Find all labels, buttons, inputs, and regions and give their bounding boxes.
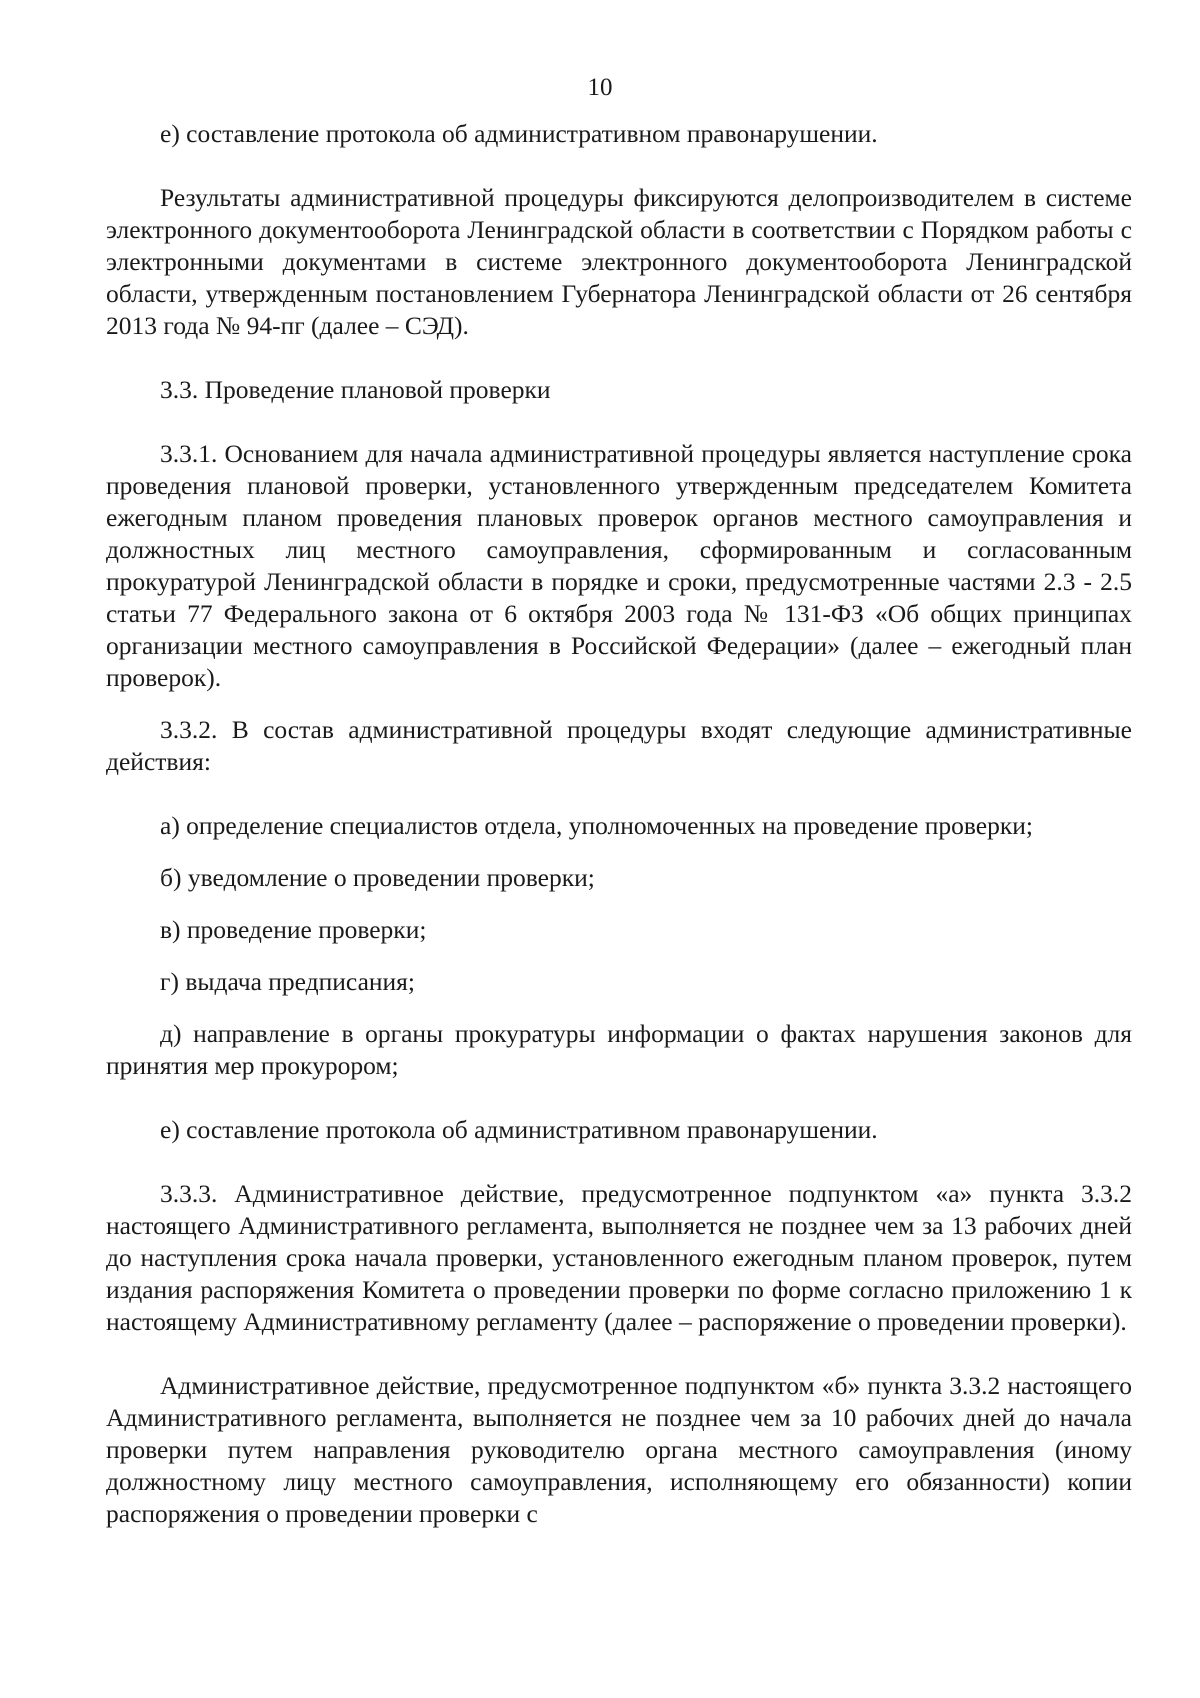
list-item-d: д) направление в органы прокуратуры информации о фактах нарушения законов для принятия мер прокурором; [106, 1019, 1132, 1080]
paragraph-3-3-1: 3.3.1. Основанием для начала административной процедуры является наступление срока проведения плановой проверки, установленного утвержденным председателем Комитета ежегодным планом проведения плановых проверок органов местного самоуправления и должностных лиц местного самоуправления, сформированным и согласованным прокуратурой Ленинградской области в порядке и сроки, предусмотренные частями 2.3 - 2.5 статьи 77 Федерального закона от 6 октября 2003 года № 131-ФЗ «Об общих принципах организации местного самоуправления в Российской Федерации» (далее – ежегодный план проверок). [106, 439, 1132, 692]
paragraph-admin-action-b: Административное действие, предусмотренное подпунктом «б» пункта 3.3.2 настоящего Административного регламента, выполняется не позднее чем за 10 рабочих дней до начала проверки путем направления руководителю органа местного самоуправления (иному должностному лицу местного самоуправления, исполняющему его обязанности) копии распоряжения о проведении проверки с [106, 1371, 1132, 1528]
list-item-a: а) определение специалистов отдела, уполномоченных на проведение проверки; [160, 811, 1033, 840]
list-item-b: б) уведомление о проведении проверки; [160, 863, 595, 892]
list-item-e: е) составление протокола об административном правонарушении. [160, 1115, 878, 1144]
list-item-g: г) выдача предписания; [160, 967, 415, 996]
paragraph-3-3-2: 3.3.2. В состав административной процедуры входят следующие административные действия: [106, 715, 1132, 776]
page-number: 10 [587, 74, 613, 101]
paragraph-3-3-3: 3.3.3. Административное действие, предусмотренное подпунктом «а» пункта 3.3.2 настоящего Административного регламента, выполняется не позднее чем за 13 рабочих дней до наступления срока начала проверки, установленного ежегодным планом проверок, путем издания распоряжения Комитета о проведении проверки по форме согласно приложению 1 к настоящему Административному регламенту (далее – распоряжение о проведении проверки). [106, 1179, 1132, 1336]
section-heading-3-3: 3.3. Проведение плановой проверки [160, 375, 551, 404]
document-body [106, 118, 1132, 1550]
list-item-v: в) проведение проверки; [160, 915, 427, 944]
paragraph-item-e-intro: е) составление протокола об административном правонарушении. [160, 119, 878, 148]
paragraph-results-sed: Результаты административной процедуры фиксируются делопроизводителем в системе электронного документооборота Ленинградской области в соответствии с Порядком работы с электронными документами в системе электронного документооборота Ленинградской области, утвержденным постановлением Губернатора Ленинградской области от 26 сентября 2013 года № 94-пг (далее – СЭД). [106, 183, 1132, 340]
